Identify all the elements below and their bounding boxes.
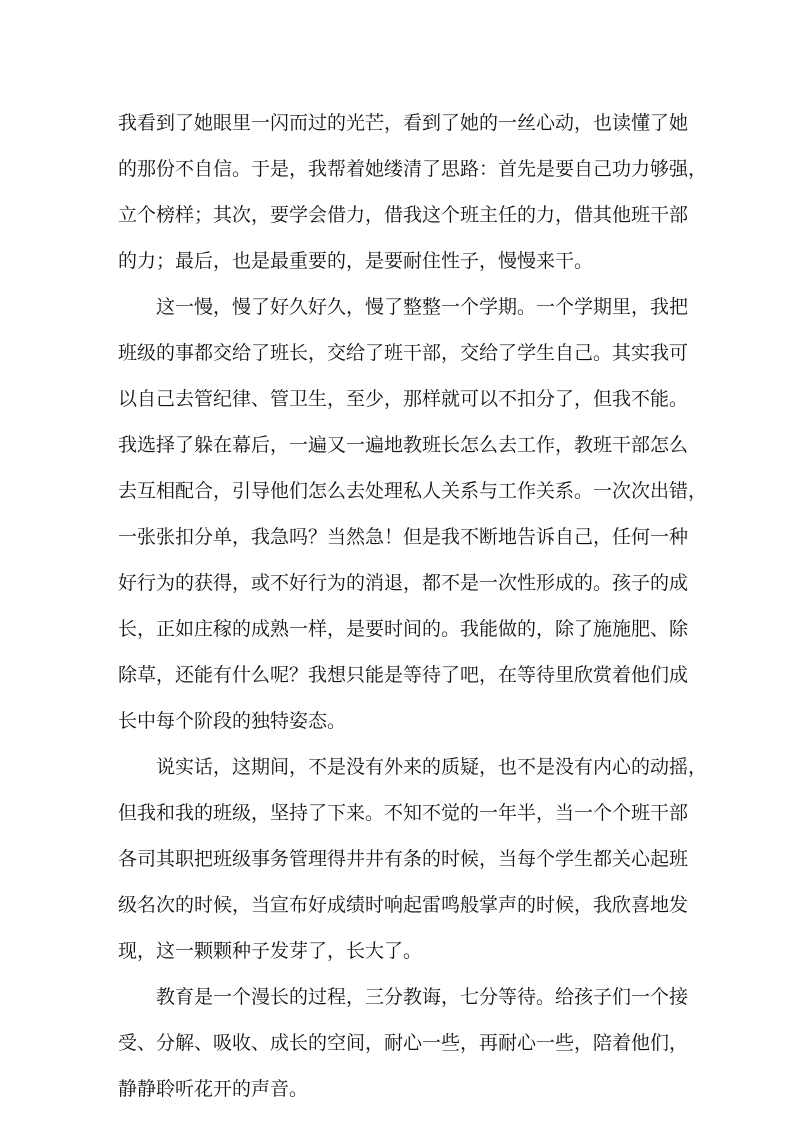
text-line: 好行为的获得，或不好行为的消退，都不是一次性形成的。孩子的成 [118,572,689,594]
text-line: 教育是一个漫长的过程，三分教诲，七分等待。给孩子们一个接 [156,986,689,1008]
text-line: 除草，还能有什么呢？我想只能是等待了吧，在等待里欣赏着他们成 [118,664,689,686]
text-line: 受、分解、吸收、成长的空间，耐心一些，再耐心一些，陪着他们， [118,1032,689,1054]
text-line: 级名次的时候，当宣布好成绩时响起雷鸣般掌声的时候，我欣喜地发 [118,894,689,916]
document-page [118,100,708,1112]
text-line: 现，这一颗颗种子发芽了，长大了。 [118,940,423,962]
text-line: 班级的事都交给了班长，交给了班干部，交给了学生自己。其实我可 [118,342,689,364]
text-line: 各司其职把班级事务管理得井井有条的时候，当每个学生都关心起班 [118,848,689,870]
paragraph-1 [118,100,708,284]
text-line: 长中每个阶段的独特姿态。 [118,710,347,732]
text-line: 一张张扣分单，我急吗？当然急！但是我不断地告诉自己，任何一种 [118,526,689,548]
text-line: 长，正如庄稼的成熟一样，是要时间的。我能做的，除了施施肥、除 [118,618,689,640]
text-line: 的力；最后，也是最重要的，是要耐住性子，慢慢来干。 [118,250,594,272]
paragraph-4 [118,974,688,1112]
text-line: 说实话，这期间，不是没有外来的质疑，也不是没有内心的动摇， [156,756,708,778]
text-line: 静静聆听花开的声音。 [118,1078,309,1100]
text-line: 但我和我的班级，坚持了下来。不知不觉的一年半，当一个个班干部 [118,802,689,824]
text-line: 去互相配合，引导他们怎么去处理私人关系与工作关系。一次次出错， [118,480,708,502]
text-line: 这一慢，慢了好久好久，慢了整整一个学期。一个学期里，我把 [156,296,689,318]
text-line: 我看到了她眼里一闪而过的光芒，看到了她的一丝心动，也读懂了她 [118,112,689,134]
text-line: 立个榜样；其次，要学会借力，借我这个班主任的力，借其他班干部 [118,204,689,226]
paragraph-2 [118,284,708,744]
text-line: 以自己去管纪律、管卫生，至少，那样就可以不扣分了，但我不能。 [118,388,689,410]
paragraph-3 [118,744,708,974]
text-line: 我选择了躲在幕后，一遍又一遍地教班长怎么去工作，教班干部怎么 [118,434,689,456]
text-line: 的那份不自信。于是，我帮着她缕清了思路：首先是要自己功力够强， [118,158,708,180]
